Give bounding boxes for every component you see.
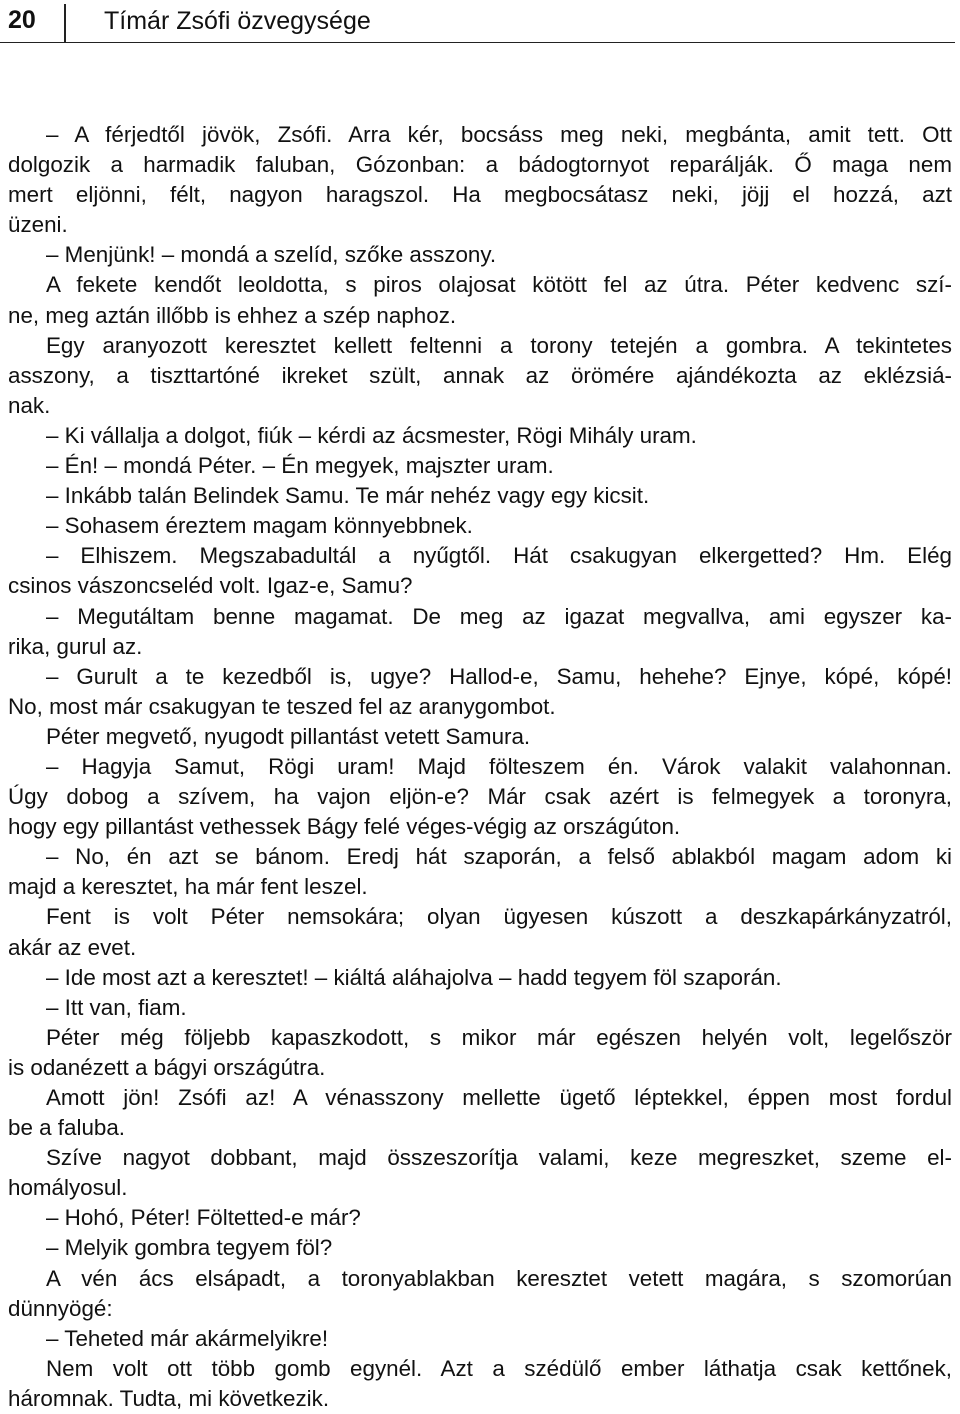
text-line: ne, meg aztán illőbb is ehhez a szép naphoz. xyxy=(8,302,457,328)
text-line: – Én! – mondá Péter. – Én megyek, majszter uram. xyxy=(46,453,554,479)
text-line: Péter még följebb kapaszkodott, s mikor már egészen helyén volt, legelőször xyxy=(46,1024,952,1050)
text-line: homályosul. xyxy=(8,1175,128,1201)
text-line: – A férjedtől jövök, Zsófi. Arra kér, bocsáss meg neki, megbánta, amit tett. Ott xyxy=(46,122,952,147)
text-line: dünnyögé: xyxy=(8,1295,113,1321)
body-text xyxy=(8,120,952,1414)
text-line: – Gurult a te kezedből is, ugye? Hallod-e, Samu, hehehe? Ejnye, kópé, kópé! xyxy=(46,663,952,689)
text-line: Szíve nagyot dobbant, majd összeszorítja valami, keze megreszket, szeme el- xyxy=(46,1145,952,1171)
text-line: No, most már csakugyan te teszed fel az aranygombot. xyxy=(8,693,556,719)
page-number: 20 xyxy=(8,6,36,34)
text-line: be a faluba. xyxy=(8,1115,126,1141)
text-line: háromnak. Tudta, mi következik. xyxy=(8,1385,330,1411)
page-header xyxy=(0,0,955,43)
text-line: – Ide most azt a keresztet! – kiáltá aláhajolva – hadd tegyem föl szaporán. xyxy=(46,964,782,990)
text-line: nak. xyxy=(8,392,51,418)
text-line: – No, én azt se bánom. Eredj hát szaporán, a felső ablakból magam adom ki xyxy=(46,844,952,870)
text-line: Amott jön! Zsófi az! A vénasszony mellette ügető léptekkel, éppen most fordul xyxy=(46,1085,952,1110)
text-line: csinos vászoncseléd volt. Igaz-e, Samu? xyxy=(8,573,413,599)
text-line: Fent is volt Péter nemsokára; olyan ügyesen kúszott a deszkapárkányzatról, xyxy=(46,904,952,930)
text-line: A vén ács elsápadt, a toronyablakban keresztet vetett magára, s szomorúan xyxy=(46,1265,952,1291)
text-line: – Melyik gombra tegyem föl? xyxy=(46,1235,333,1261)
text-line: – Menjünk! – mondá a szelíd, szőke asszony. xyxy=(46,242,497,268)
text-line: dolgozik a harmadik faluban, Gózonban: a bádogtornyot reparálják. Ő maga nem xyxy=(8,152,952,178)
text-line: – Ki vállalja a dolgot, fiúk – kérdi az ácsmester, Rögi Mihály uram. xyxy=(46,422,697,448)
text-line: üzeni. xyxy=(8,212,68,238)
text-line: rika, gurul az. xyxy=(8,633,143,659)
text-line: – Megutáltam benne magamat. De meg az igazat megvallva, ami egyszer ka- xyxy=(46,603,952,629)
text-line: asszony, a tiszttartóné ikreket szült, annak az örömére ajándékozta az eklézsiá- xyxy=(8,362,952,388)
text-line: – Sohasem éreztem magam könnyebbnek. xyxy=(46,513,473,539)
text-line: hogy egy pillantást vethessek Bágy felé véges-végig az országúton. xyxy=(8,814,681,840)
text-line: Úgy dobog a szívem, ha vajon eljön-e? Már csak azért is felmegyek a toronyra, xyxy=(8,784,952,810)
text-line: majd a keresztet, ha már fent leszel. xyxy=(8,874,368,900)
text-line: mert eljönni, félt, nagyon haragszol. Ha megbocsátasz neki, jöjj el hozzá, azt xyxy=(8,182,952,208)
text-line: – Hohó, Péter! Föltetted-e már? xyxy=(46,1205,361,1231)
text-line: – Itt van, fiam. xyxy=(46,994,187,1020)
text-line: is odanézett a bágyi országútra. xyxy=(8,1054,326,1080)
running-title: Tímár Zsófi özvegysége xyxy=(104,7,371,35)
header-divider xyxy=(64,4,66,42)
text-line: – Teheted már akármelyikre! xyxy=(46,1325,329,1351)
text-line: – Elhiszem. Megszabadultál a nyűgtől. Hát csakugyan elkergetted? Hm. Elég xyxy=(46,543,952,569)
text-line: Nem volt ott több gomb egynél. Azt a szédülő ember láthatja csak kettőnek, xyxy=(46,1355,952,1381)
text-line: – Inkább talán Belindek Samu. Te már nehéz vagy egy kicsit. xyxy=(46,483,650,509)
text-line: Péter megvető, nyugodt pillantást vetett Samura. xyxy=(46,723,531,749)
text-line: – Hagyja Samut, Rögi uram! Majd fölteszem én. Várok valakit valahonnan. xyxy=(46,753,952,779)
text-line: Egy aranyozott keresztet kellett feltenni a torony tetején a gombra. A tekintetes xyxy=(46,332,952,358)
text-line: akár az evet. xyxy=(8,934,137,960)
text-line: A fekete kendőt leoldotta, s piros olajosat kötött fel az útra. Péter kedvenc szí- xyxy=(46,272,952,298)
